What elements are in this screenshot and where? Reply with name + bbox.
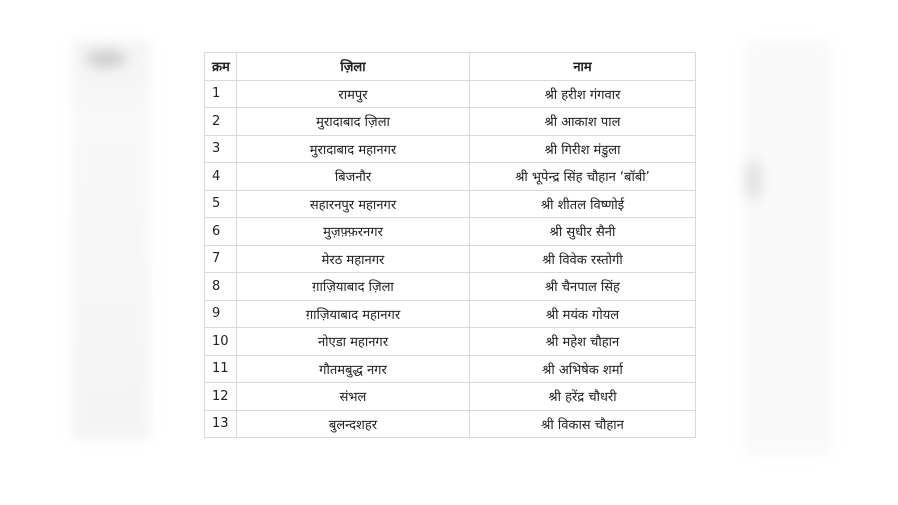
cell-name: श्री विवेक रस्तोगी <box>470 245 696 273</box>
table-row <box>205 108 696 136</box>
cell-serial: 7 <box>205 245 237 273</box>
table-row <box>205 163 696 191</box>
cell-serial: 8 <box>205 273 237 301</box>
blurred-heading-mark <box>86 50 126 68</box>
cell-district: सहारनपुर महानगर <box>237 190 470 218</box>
cell-district: रामपुर <box>237 80 470 108</box>
cell-district: मुरादाबाद महानगर <box>237 135 470 163</box>
cell-serial: 13 <box>205 410 237 438</box>
header-district: ज़िला <box>237 53 470 81</box>
table-row <box>205 135 696 163</box>
cell-serial: 6 <box>205 218 237 246</box>
blurred-background-right <box>744 40 832 455</box>
table-row <box>205 190 696 218</box>
blurred-mark <box>744 160 762 200</box>
cell-serial: 9 <box>205 300 237 328</box>
table-row <box>205 328 696 356</box>
cell-name: श्री महेश चौहान <box>470 328 696 356</box>
cell-serial: 10 <box>205 328 237 356</box>
cell-name: श्री शीतल विष्णोई <box>470 190 696 218</box>
blurred-background-left <box>72 40 150 440</box>
cell-name: श्री अभिषेक शर्मा <box>470 355 696 383</box>
header-serial: क्रम <box>205 53 237 81</box>
district-president-table <box>204 52 696 438</box>
cell-district: ग़ाज़ियाबाद ज़िला <box>237 273 470 301</box>
table-row <box>205 300 696 328</box>
cell-serial: 4 <box>205 163 237 191</box>
cell-serial: 1 <box>205 80 237 108</box>
table-header-row <box>205 53 696 81</box>
cell-name: श्री मयंक गोयल <box>470 300 696 328</box>
cell-district: नोएडा महानगर <box>237 328 470 356</box>
cell-district: संभल <box>237 383 470 411</box>
cell-name: श्री चैनपाल सिंह <box>470 273 696 301</box>
cell-name: श्री हरेंद्र चौधरी <box>470 383 696 411</box>
table-row <box>205 355 696 383</box>
table-row <box>205 410 696 438</box>
cell-district: गौतमबुद्ध नगर <box>237 355 470 383</box>
table-row <box>205 383 696 411</box>
table-row <box>205 273 696 301</box>
cell-district: मुरादाबाद ज़िला <box>237 108 470 136</box>
table-row <box>205 245 696 273</box>
table-row <box>205 218 696 246</box>
cell-serial: 3 <box>205 135 237 163</box>
cell-serial: 5 <box>205 190 237 218</box>
header-name: नाम <box>470 53 696 81</box>
cell-district: मेरठ महानगर <box>237 245 470 273</box>
cell-name: श्री भूपेन्द्र सिंह चौहान ‘बॉबी’ <box>470 163 696 191</box>
table-row <box>205 80 696 108</box>
cell-serial: 2 <box>205 108 237 136</box>
cell-district: बिजनौर <box>237 163 470 191</box>
cell-district: ग़ाज़ियाबाद महानगर <box>237 300 470 328</box>
cell-name: श्री हरीश गंगवार <box>470 80 696 108</box>
cell-district: मुज़फ़्फ़रनगर <box>237 218 470 246</box>
cell-name: श्री आकाश पाल <box>470 108 696 136</box>
cell-serial: 11 <box>205 355 237 383</box>
cell-name: श्री सुधीर सैनी <box>470 218 696 246</box>
cell-district: बुलन्दशहर <box>237 410 470 438</box>
cell-name: श्री गिरीश मंडुला <box>470 135 696 163</box>
cell-serial: 12 <box>205 383 237 411</box>
cell-name: श्री विकास चौहान <box>470 410 696 438</box>
